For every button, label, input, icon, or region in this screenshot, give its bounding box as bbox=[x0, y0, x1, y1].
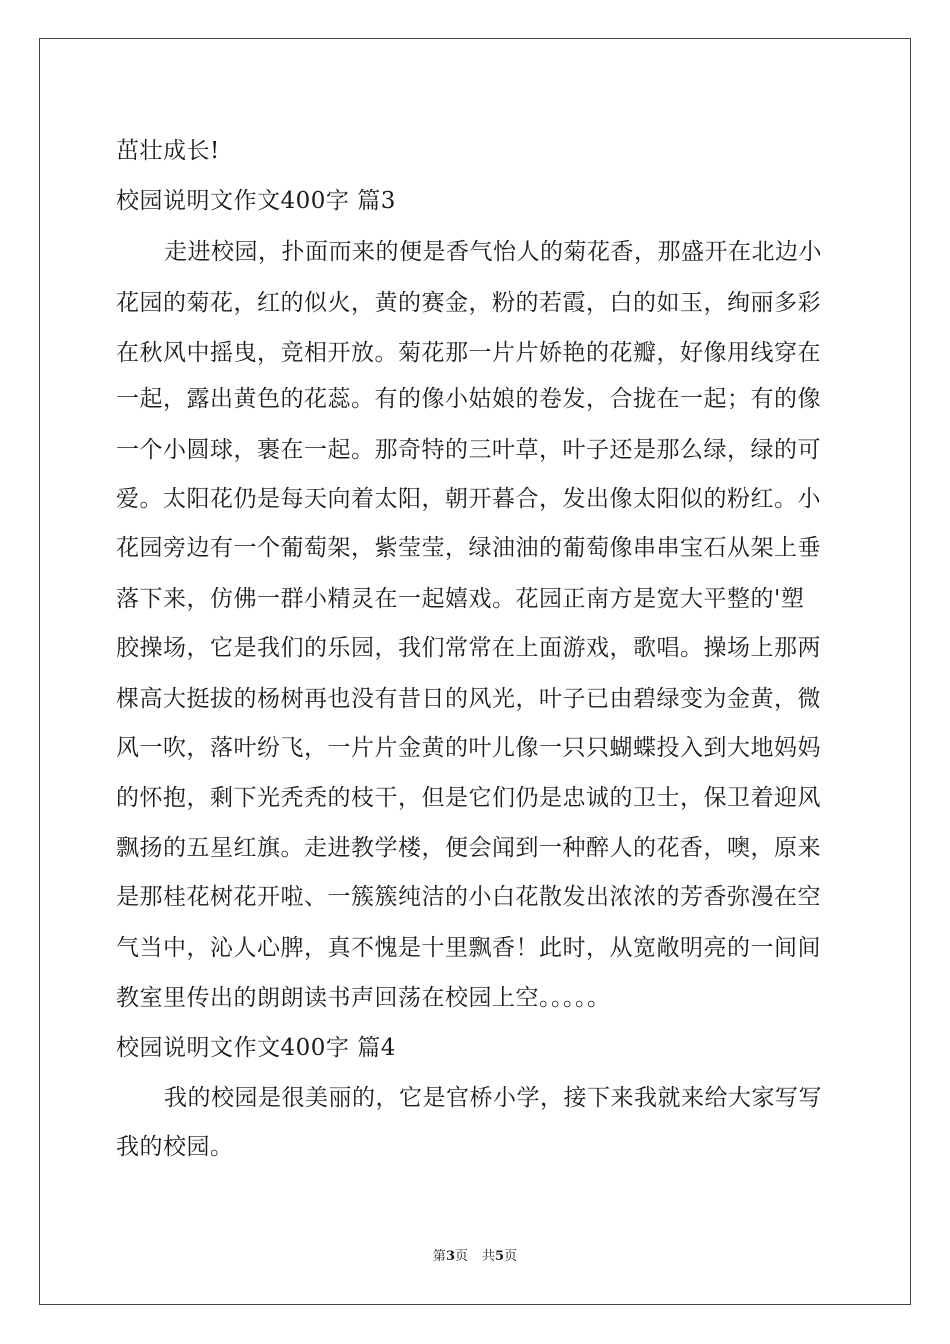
total-pages: 5 bbox=[495, 1249, 505, 1264]
total-suffix: 页 bbox=[504, 1249, 518, 1264]
page-footer bbox=[0, 1248, 950, 1266]
section-heading-4: 校园说明文作文400字 篇4 bbox=[116, 1035, 396, 1061]
paragraph-line: 茁壮成长! bbox=[116, 138, 220, 164]
page-suffix: 页 bbox=[454, 1249, 468, 1264]
paragraph-line: 胶操场，它是我们的乐园，我们常常在上面游戏，歌唱。操场上那两 bbox=[116, 635, 821, 661]
paragraph-line: 教室里传出的朗朗读书声回荡在校园上空。。。。。 bbox=[116, 985, 611, 1011]
section-heading-3: 校园说明文作文400字 篇3 bbox=[116, 188, 396, 214]
page-current: 3 bbox=[445, 1249, 455, 1264]
paragraph-line: 花园的菊花，红的似火，黄的赛金，粉的若霞，白的如玉，绚丽多彩 bbox=[116, 290, 821, 316]
paragraph-line: 的怀抱，剩下光秃秃的枝干，但是它们仍是忠诚的卫士，保卫着迎风 bbox=[116, 785, 821, 811]
total-prefix: 共 bbox=[482, 1249, 496, 1264]
paragraph-line: 爱。太阳花仍是每天向着太阳，朝开暮合，发出像太阳似的粉红。小 bbox=[116, 486, 821, 512]
paragraph-line: 棵高大挺拔的杨树再也没有昔日的风光，叶子已由碧绿变为金黄，微 bbox=[116, 686, 821, 712]
paragraph-line: 飘扬的五星红旗。走进教学楼，便会闻到一种醉人的花香，噢，原来 bbox=[116, 835, 821, 861]
paragraph-line: 在秋风中摇曳，竞相开放。菊花那一片片娇艳的花瓣，好像用线穿在 bbox=[116, 340, 821, 366]
paragraph-line: 一起，露出黄色的花蕊。有的像小姑娘的卷发，合拢在一起；有的像 bbox=[116, 386, 821, 412]
paragraph-line: 我的校园。 bbox=[116, 1134, 234, 1160]
page-prefix: 第 bbox=[432, 1249, 446, 1264]
paragraph-line: 一个小圆球，裹在一起。那奇特的三叶草，叶子还是那么绿，绿的可 bbox=[116, 437, 821, 463]
page-border bbox=[39, 38, 911, 1305]
paragraph-line: 花园旁边有一个葡萄架，紫莹莹，绿油油的葡萄像串串宝石从架上垂 bbox=[116, 535, 821, 561]
paragraph-line: 我的校园是很美丽的，它是官桥小学，接下来我就来给大家写写 bbox=[164, 1085, 822, 1111]
paragraph-line: 气当中，沁人心脾，真不愧是十里飘香！此时，从宽敞明亮的一间间 bbox=[116, 935, 821, 961]
paragraph-line: 是那桂花树花开啦、一簇簇纯洁的小白花散发出浓浓的芳香弥漫在空 bbox=[116, 884, 821, 910]
paragraph-line: 走进校园，扑面而来的便是香气怡人的菊花香，那盛开在北边小 bbox=[164, 239, 822, 265]
paragraph-line: 风一吹，落叶纷飞，一片片金黄的叶儿像一只只蝴蝶投入到大地妈妈 bbox=[116, 735, 821, 761]
paragraph-line: 落下来，仿佛一群小精灵在一起嬉戏。花园正南方是宽大平整的'塑 bbox=[116, 586, 805, 612]
